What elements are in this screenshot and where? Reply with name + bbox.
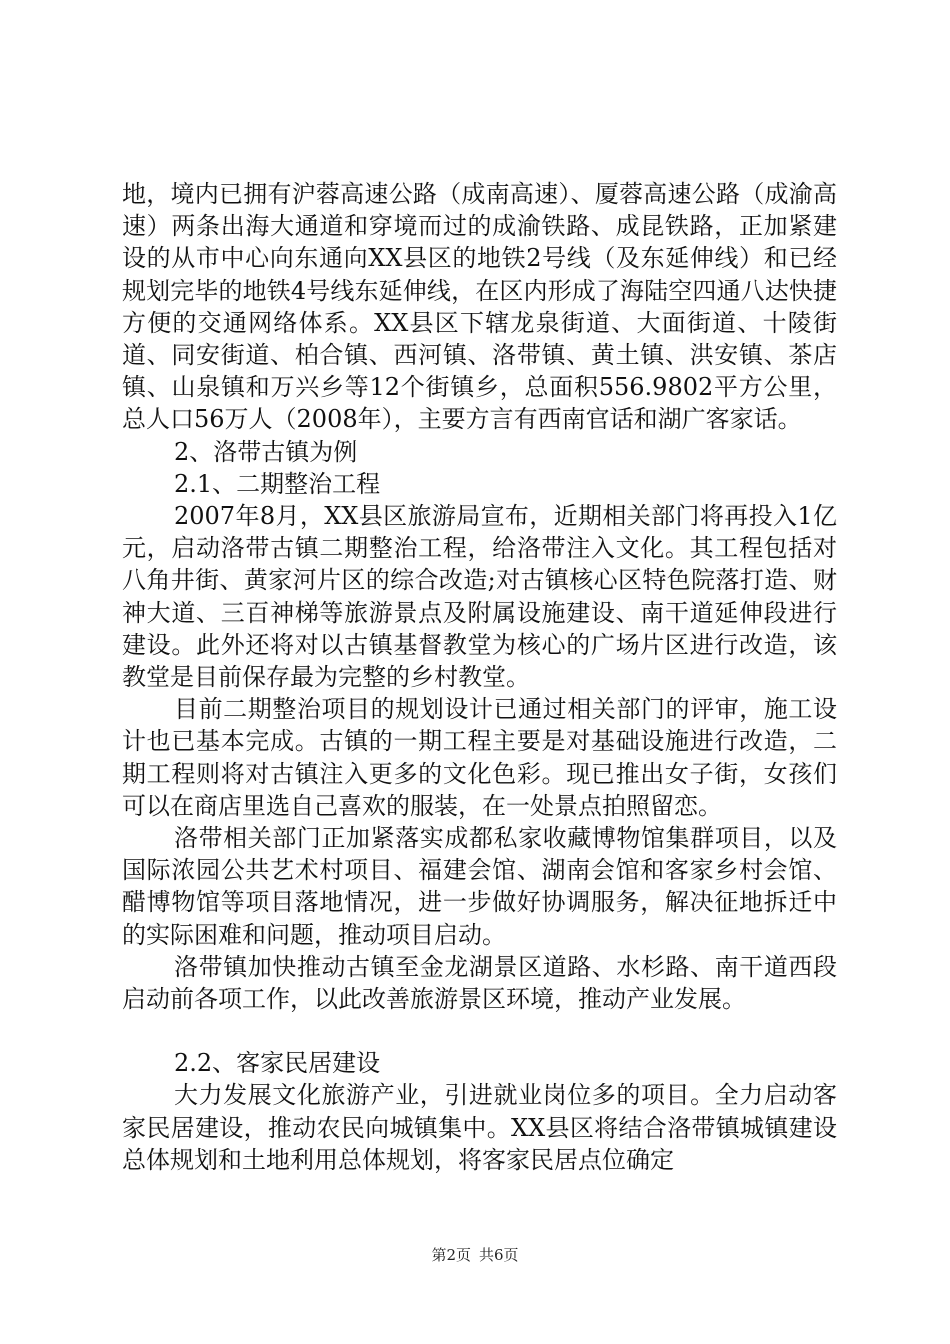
- page-footer: [0, 1244, 950, 1265]
- paragraph-phase-two-progress: 目前二期整治项目的规划设计已通过相关部门的评审，施工设计也已基本完成。古镇的一期工程主要是对基础设施进行改造，二期工程则将对古镇注入更多的文化色彩。现已推出女子街，女孩们可以在商店里选自己喜欢的服装，在一处景点拍照留恋。: [122, 695, 837, 820]
- paragraph-museum-cluster: 洛带相关部门正加紧落实成都私家收藏博物馆集群项目，以及国际浓园公共艺术村项目、福建会馆、湖南会馆和客家乡村会馆、醋博物馆等项目落地情况，进一步做好协调服务，解决征地拆迁中的实际困难和问题，推动项目启动。: [122, 824, 837, 949]
- paragraph-hakka-housing: 大力发展文化旅游产业，引进就业岗位多的项目。全力启动客家民居建设，推动农民向城镇集中。XX县区将结合洛带镇城镇建设总体规划和土地利用总体规划，将客家民居点位确定: [122, 1081, 837, 1174]
- subsection-heading-2-2: 2.2、客家民居建设: [174, 1049, 381, 1078]
- paragraph-phase-two-project: 2007年8月，XX县区旅游局宣布，近期相关部门将再投入1亿元，启动洛带古镇二期整治工程，给洛带注入文化。其工程包括对八角井街、黄家河片区的综合改造;对古镇核心区特色院落打造、财神大道、三百神梯等旅游景点及附属设施建设、南干道延伸段进行建设。此外还将对以古镇基督教堂为核心的广场片区进行改造，该教堂是目前保存最为完整的乡村教堂。: [122, 502, 837, 692]
- paragraph-spacer: [122, 1015, 837, 1047]
- page-total: 共6页: [479, 1246, 519, 1264]
- paragraph-intro-continued: 地，境内已拥有沪蓉高速公路（成南高速）、厦蓉高速公路（成渝高速）两条出海大通道和穿境而过的成渝铁路、成昆铁路，正加紧建设的从市中心向东通向XX县区的地铁2号线（及东延伸线）和已经规划完毕的地铁4号线东延伸线，在区内形成了海陆空四通八达快捷方便的交通网络体系。XX县区下辖龙泉街道、大面街道、十陵街道、同安街道、柏合镇、西河镇、洛带镇、黄土镇、洪安镇、茶店镇、山泉镇和万兴乡等12个街镇乡，总面积556.9802平方公里，总人口56万人（2008年），主要方言有西南官话和湖广客家话。: [122, 180, 837, 434]
- subsection-heading-2-1: 2.1、二期整治工程: [174, 469, 381, 498]
- page-number: 第2页: [431, 1246, 471, 1264]
- section-heading-2: 2、洛带古镇为例: [174, 437, 358, 466]
- document-body: [122, 178, 837, 1176]
- paragraph-road-works: 洛带镇加快推动古镇至金龙湖景区道路、水杉路、南干道西段启动前各项工作，以此改善旅游景区环境，推动产业发展。: [122, 952, 837, 1014]
